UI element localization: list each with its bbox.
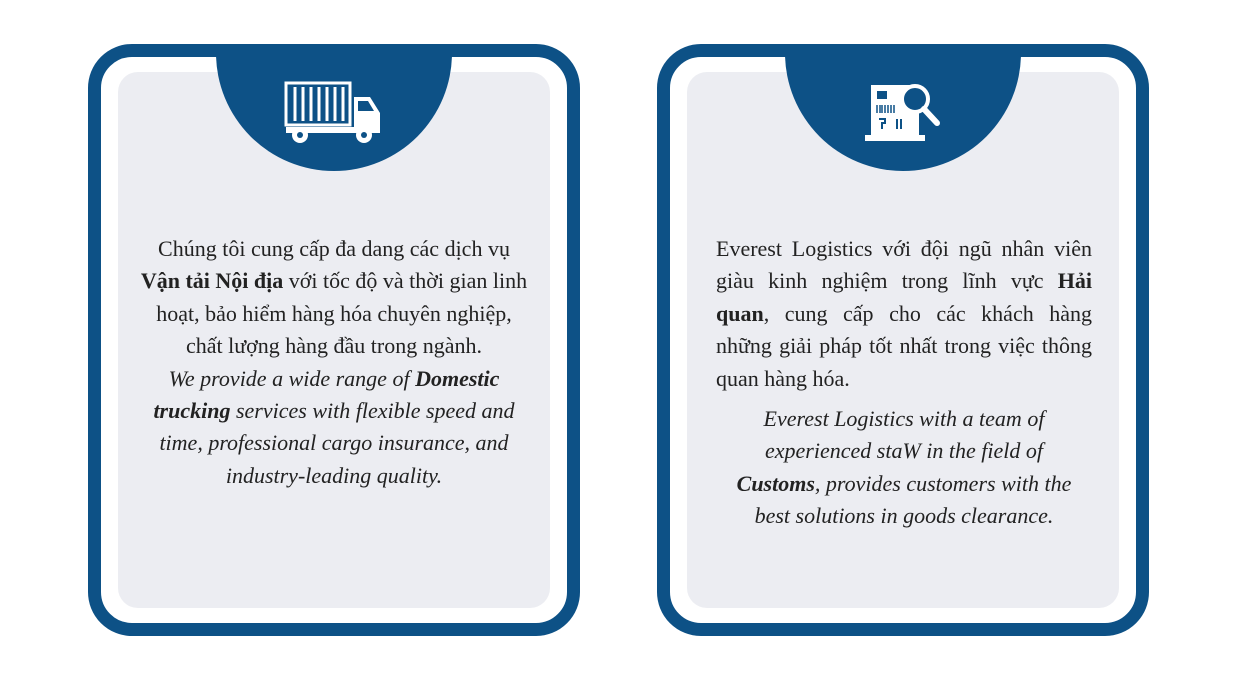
domestic-trucking-card	[88, 44, 580, 636]
customs-card	[657, 44, 1149, 636]
text-run: Everest Logistics with a team of experienced staW in the field of	[763, 406, 1045, 464]
english-paragraph	[139, 363, 529, 493]
bold-term: Domestic trucking	[153, 365, 500, 424]
text-run: , cung cấp cho các khách hàng những giải pháp tốt nhất trong việc thông quan hàng hóa.	[716, 300, 1092, 391]
card-text	[139, 233, 529, 492]
customs-inspection-icon	[863, 79, 943, 145]
truck-icon	[284, 79, 384, 145]
text-run: services with flexible speed and time, professional cargo insurance, and industry-leading quality.	[159, 398, 515, 488]
vietnamese-paragraph	[139, 233, 529, 363]
bold-term: Hải quan	[716, 268, 1092, 326]
text-run: Everest Logistics với đội ngũ nhân viên giàu kinh nghiệm trong lĩnh vực	[716, 236, 1092, 294]
bold-term: Customs	[736, 470, 815, 496]
text-run: , provides customers with the best solutions in goods clearance.	[754, 470, 1072, 529]
text-run: Chúng tôi cung cấp đa dang các dịch vụ	[158, 236, 510, 261]
english-paragraph	[716, 403, 1092, 533]
bold-term: Vận tải Nội địa	[140, 268, 284, 294]
card-text	[716, 233, 1092, 533]
text-run: We provide a wide range of	[168, 365, 416, 391]
vietnamese-paragraph	[716, 233, 1092, 395]
text-run: với tốc độ và thời gian linh hoạt, bảo hiểm hàng hóa chuyên nghiệp, chất lượng hàng đầu trong ngành.	[156, 268, 528, 359]
